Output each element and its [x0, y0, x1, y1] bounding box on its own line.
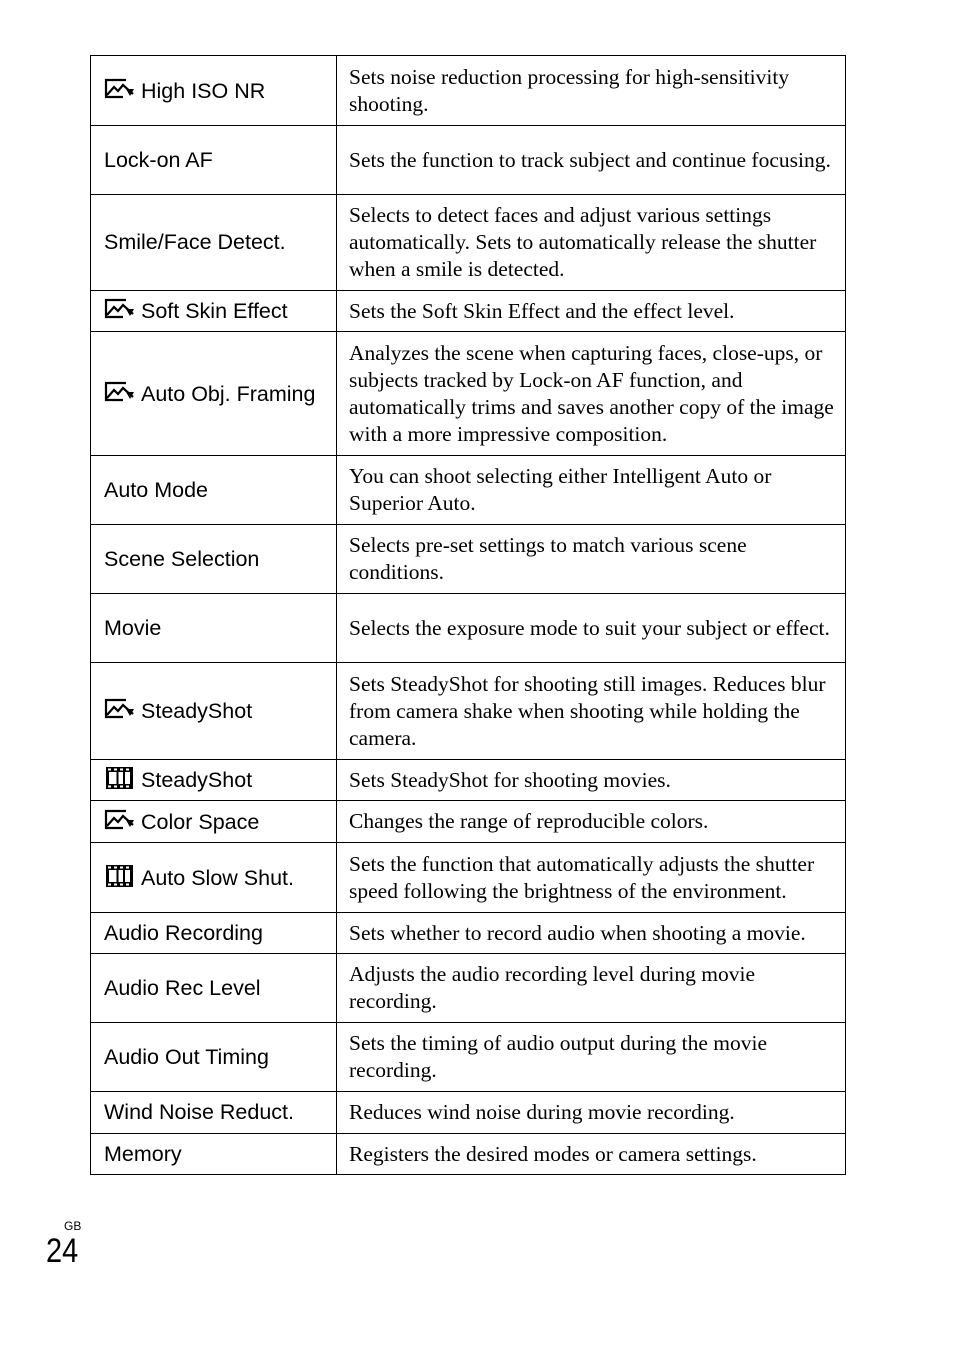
setting-label: SteadyShot — [141, 699, 253, 723]
setting-description: Sets the Soft Skin Effect and the effect level. — [337, 291, 846, 332]
setting-description: Sets whether to record audio when shooting a movie. — [337, 913, 846, 954]
setting-name-cell — [91, 913, 337, 954]
setting-description: You can shoot selecting either Intelligent Auto or Superior Auto. — [337, 456, 846, 525]
setting-description: Selects the exposure mode to suit your subject or effect. — [337, 594, 846, 663]
table-row — [91, 1023, 846, 1092]
setting-description: Changes the range of reproducible colors. — [337, 801, 846, 843]
setting-name-cell — [91, 126, 337, 195]
setting-description: Adjusts the audio recording level during movie recording. — [337, 954, 846, 1023]
setting-name-cell — [91, 801, 337, 843]
setting-description: Analyzes the scene when capturing faces, close-ups, or subjects tracked by Lock-on AF function, and automatically trims and saves another copy of the image with a more impressive composition. — [337, 332, 846, 456]
still-image-icon — [104, 380, 135, 404]
setting-description: Selects pre-set settings to match various scene conditions. — [337, 525, 846, 594]
setting-label: Audio Rec Level — [104, 975, 261, 1000]
table-row — [91, 291, 846, 332]
setting-description: Selects to detect faces and adjust various settings automatically. Sets to automatically release the shutter when a smile is detected. — [337, 195, 846, 291]
still-image-icon — [104, 697, 135, 721]
setting-name-cell — [91, 760, 337, 801]
setting-name-cell — [91, 954, 337, 1023]
setting-name-cell — [91, 291, 337, 332]
setting-label: Audio Recording — [104, 920, 263, 945]
setting-label: Scene Selection — [104, 546, 260, 571]
page-number: 24 — [46, 1232, 79, 1270]
table-row — [91, 594, 846, 663]
setting-label: Lock-on AF — [104, 147, 213, 172]
table-row — [91, 801, 846, 843]
setting-name-cell — [91, 1134, 337, 1175]
still-image-icon — [104, 297, 135, 321]
settings-table — [90, 55, 846, 1175]
setting-name-cell — [91, 525, 337, 594]
table-row — [91, 663, 846, 760]
movie-film-icon — [104, 864, 135, 888]
setting-name-cell — [91, 594, 337, 663]
setting-name-cell — [91, 195, 337, 291]
setting-label: Color Space — [141, 809, 260, 834]
setting-label: High ISO NR — [141, 78, 266, 103]
setting-name-cell — [91, 456, 337, 525]
table-row — [91, 760, 846, 801]
movie-film-icon — [104, 766, 135, 790]
table-row — [91, 913, 846, 954]
setting-label: Wind Noise Reduct. — [104, 1100, 294, 1124]
table-row — [91, 525, 846, 594]
setting-name-cell — [91, 663, 337, 760]
setting-name-cell — [91, 1092, 337, 1134]
setting-description: Sets the timing of audio output during the movie recording. — [337, 1023, 846, 1092]
setting-label: Smile/Face Detect. — [104, 230, 286, 254]
setting-description: Sets the function that automatically adjusts the shutter speed following the brightness of the environment. — [337, 843, 846, 913]
setting-name-cell — [91, 332, 337, 456]
setting-name-cell — [91, 56, 337, 126]
table-row — [91, 843, 846, 913]
table-row — [91, 195, 846, 291]
region-code: GB — [64, 1219, 82, 1233]
table-row — [91, 56, 846, 126]
setting-label: Movie — [104, 615, 162, 640]
setting-label: Auto Slow Shut. — [141, 865, 294, 890]
setting-description: Reduces wind noise during movie recording. — [337, 1092, 846, 1134]
setting-name-cell — [91, 843, 337, 913]
setting-label: Auto Mode — [104, 477, 208, 502]
setting-label: SteadyShot — [141, 768, 253, 792]
still-image-icon — [104, 808, 135, 832]
setting-description: Sets SteadyShot for shooting still images. Reduces blur from camera shake when shooting while holding the camera. — [337, 663, 846, 760]
table-row — [91, 1092, 846, 1134]
table-row — [91, 126, 846, 195]
setting-label: Memory — [104, 1141, 182, 1166]
table-row — [91, 332, 846, 456]
setting-description: Sets SteadyShot for shooting movies. — [337, 760, 846, 801]
setting-label: Soft Skin Effect — [141, 299, 288, 323]
table-row — [91, 456, 846, 525]
table-row — [91, 1134, 846, 1175]
setting-label: Auto Obj. Framing — [141, 381, 316, 406]
setting-description: Sets the function to track subject and continue focusing. — [337, 126, 846, 195]
setting-description: Sets noise reduction processing for high-sensitivity shooting. — [337, 56, 846, 126]
setting-name-cell — [91, 1023, 337, 1092]
still-image-icon — [104, 77, 135, 101]
setting-description: Registers the desired modes or camera settings. — [337, 1134, 846, 1175]
table-row — [91, 954, 846, 1023]
setting-label: Audio Out Timing — [104, 1044, 269, 1069]
